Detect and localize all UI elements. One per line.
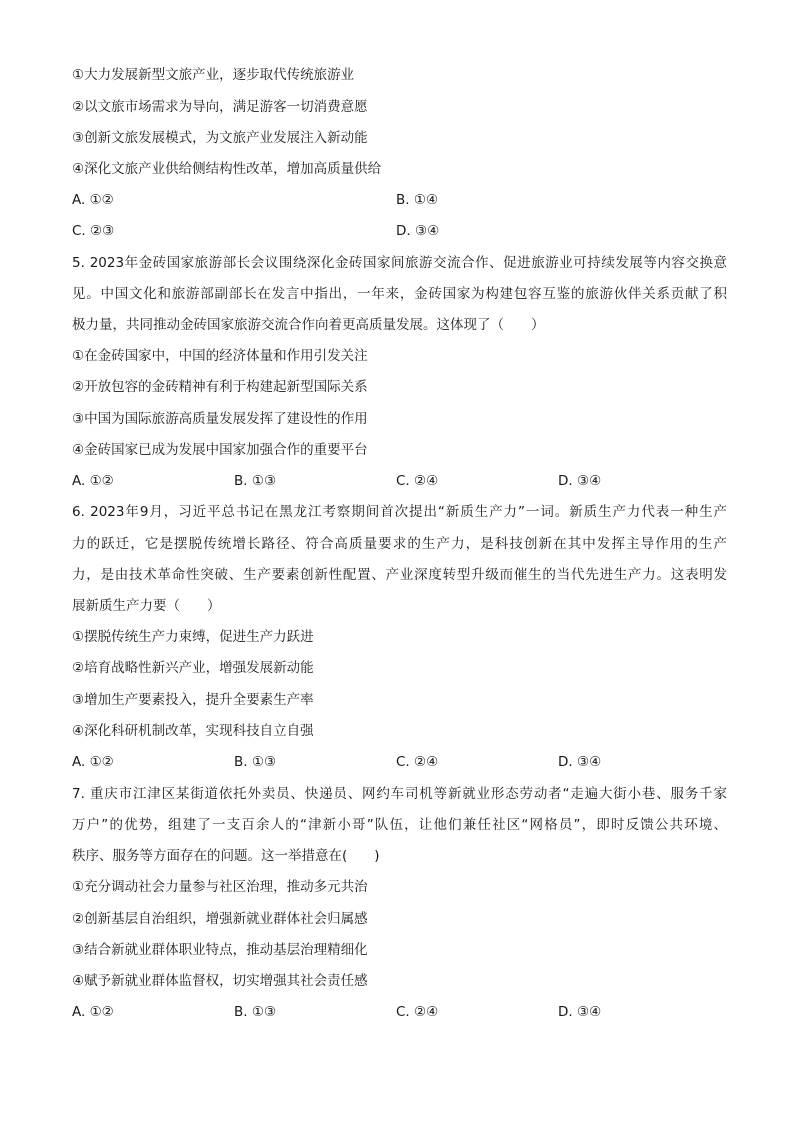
q4-option-c[interactable]: C. ②③ (72, 223, 115, 239)
q5-item-2: ②开放包容的金砖精神有利于构建起新型国际关系 (72, 379, 368, 395)
q6-item-3: ③增加生产要素投入，提升全要素生产率 (72, 692, 314, 708)
q6-option-d[interactable]: D. ③④ (558, 754, 602, 770)
q5-option-d[interactable]: D. ③④ (558, 473, 602, 489)
q5-stem-line-1: 5. 2023年金砖国家旅游部长会议围绕深化金砖国家间旅游交流合作、促进旅游业可持续发展等内容交换意 (72, 255, 727, 271)
q7-item-4: ④赋予新就业群体监督权，切实增强其社会责任感 (72, 973, 368, 989)
q4-option-b[interactable]: B. ①④ (396, 192, 439, 208)
q6-item-4: ④深化科研机制改革，实现科技自立自强 (72, 723, 314, 739)
q6-stem-line-4: 展新质生产力要（ ） (72, 598, 221, 614)
q4-item-1: ①大力发展新型文旅产业，逐步取代传统旅游业 (72, 67, 355, 83)
q5-option-c[interactable]: C. ②④ (396, 473, 439, 489)
q7-option-a[interactable]: A. ①② (72, 1004, 114, 1020)
q6-item-2: ②培育战略性新兴产业，增强发展新动能 (72, 660, 314, 676)
q6-option-b[interactable]: B. ①③ (234, 754, 277, 770)
q6-option-a[interactable]: A. ①② (72, 754, 114, 770)
q7-item-2: ②创新基层自治组织，增强新就业群体社会归属感 (72, 911, 368, 927)
q6-item-1: ①摆脱传统生产力束缚，促进生产力跃进 (72, 629, 314, 645)
q5-option-a[interactable]: A. ①② (72, 473, 114, 489)
q7-option-d[interactable]: D. ③④ (558, 1004, 602, 1020)
q6-stem-line-2: 力的跃迁，它是摆脱传统增长路径、符合高质量要求的生产力，是科技创新在其中发挥主导作用的生产 (72, 536, 727, 552)
q6-option-c[interactable]: C. ②④ (396, 754, 439, 770)
q4-option-d[interactable]: D. ③④ (396, 223, 440, 239)
q6-stem-line-1: 6. 2023年9月，习近平总书记在黑龙江考察期间首次提出“新质生产力”一词。新质生产力代表一种生产 (72, 504, 727, 520)
q6-stem-line-3: 力，是由技术革命性突破、生产要素创新性配置、产业深度转型升级而催生的当代先进生产力。这表明发 (72, 567, 727, 583)
q5-item-1: ①在金砖国家中，中国的经济体量和作用引发关注 (72, 348, 368, 364)
q7-stem-line-1: 7. 重庆市江津区某街道依托外卖员、快递员、网约车司机等新就业形态劳动者“走遍大街小巷、服务千家 (72, 786, 727, 802)
q7-stem-line-2: 万户”的优势，组建了一支百余人的“津新小哥”队伍，让他们兼任社区“网格员”，即时反馈公共环境、 (72, 817, 727, 833)
q5-stem-line-3: 极力量，共同推动金砖国家旅游交流合作向着更高质量发展。这体现了（ ） (72, 317, 545, 333)
q4-item-4: ④深化文旅产业供给侧结构性改革，增加高质量供给 (72, 161, 382, 177)
q7-item-3: ③结合新就业群体职业特点，推动基层治理精细化 (72, 942, 368, 958)
q5-item-3: ③中国为国际旅游高质量发展发挥了建设性的作用 (72, 411, 368, 427)
q4-option-a[interactable]: A. ①② (72, 192, 114, 208)
q5-item-4: ④金砖国家已成为发展中国家加强合作的重要平台 (72, 442, 368, 458)
q7-option-b[interactable]: B. ①③ (234, 1004, 277, 1020)
q7-option-c[interactable]: C. ②④ (396, 1004, 439, 1020)
q4-item-3: ③创新文旅发展模式，为文旅产业发展注入新动能 (72, 130, 368, 146)
q7-item-1: ①充分调动社会力量参与社区治理，推动多元共治 (72, 879, 368, 895)
q7-stem-line-3: 秩序、服务等方面存在的问题。这一举措意在( ) (72, 848, 380, 864)
q5-option-b[interactable]: B. ①③ (234, 473, 277, 489)
q4-item-2: ②以文旅市场需求为导向，满足游客一切消费意愿 (72, 99, 368, 115)
q5-stem-line-2: 见。中国文化和旅游部副部长在发言中指出，一年来，金砖国家为构建包容互鉴的旅游伙伴关系贡献了积 (72, 286, 727, 302)
